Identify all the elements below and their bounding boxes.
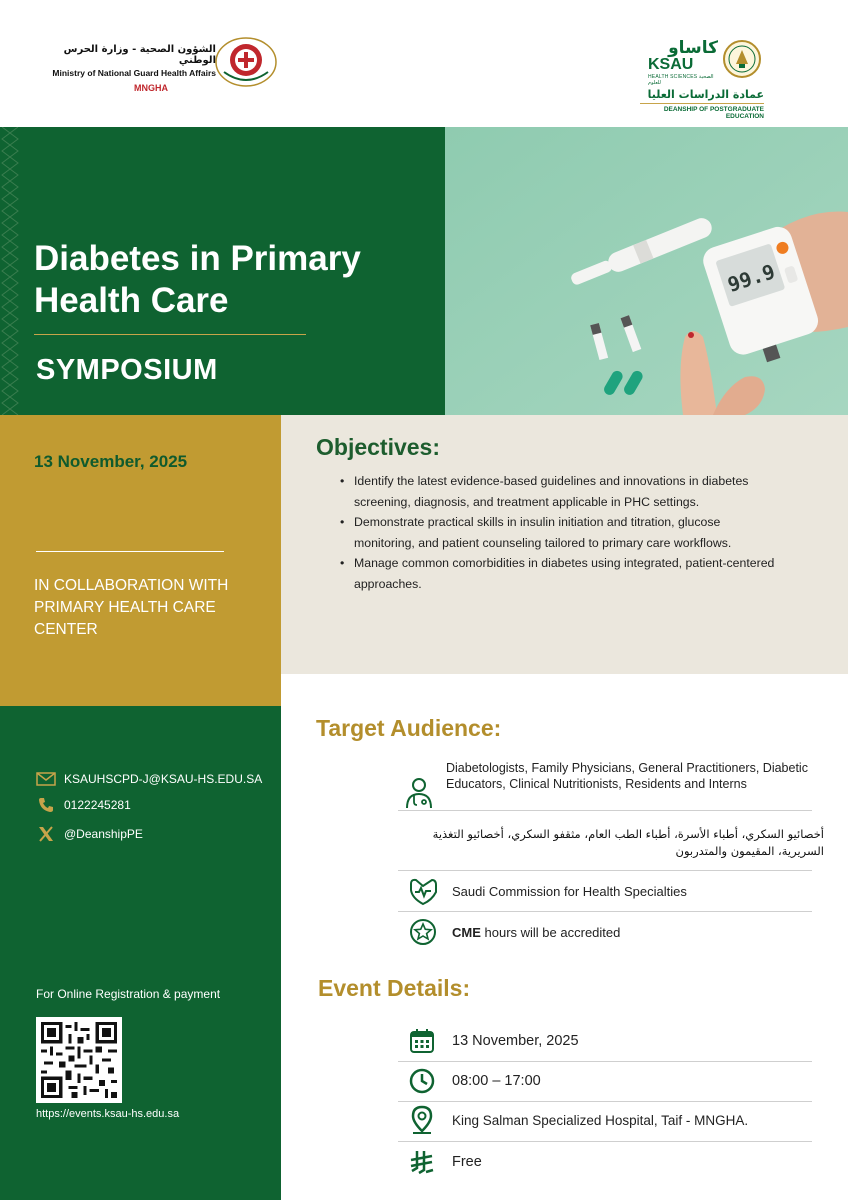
mngha-arabic-name: الشؤون الصحية - وزارة الحرس الوطني xyxy=(63,44,216,66)
qr-code-icon xyxy=(41,1022,117,1098)
calendar-icon xyxy=(408,1027,436,1055)
ksau-emblem-icon xyxy=(722,38,762,80)
heartbeat-hand-icon xyxy=(408,876,438,906)
deanship-rule xyxy=(640,103,764,104)
event-time-row xyxy=(408,1067,541,1095)
row-divider xyxy=(398,870,812,871)
event-fee-row xyxy=(408,1148,482,1176)
clock-icon xyxy=(408,1067,436,1095)
audience-english: Diabetologists, Family Physicians, General Practitioners, Diabetic Educators, Clinical Nutritionists, Residents and Interns xyxy=(446,761,808,791)
ksau-wordmark xyxy=(648,38,718,86)
ksau-arabic: كاساو xyxy=(668,38,718,58)
event-date: 13 November, 2025 xyxy=(452,1033,579,1049)
event-time: 08:00 – 17:00 xyxy=(452,1073,541,1089)
cme-row xyxy=(408,917,620,947)
mngha-abbr: MNGHA xyxy=(134,83,168,93)
row-divider xyxy=(398,1101,812,1102)
event-details-heading: Event Details: xyxy=(318,975,471,1001)
glucose-meter-illustration xyxy=(445,127,848,415)
cme-text xyxy=(452,925,620,940)
registration-url[interactable]: https://events.ksau-hs.edu.sa xyxy=(36,1108,180,1120)
date-divider xyxy=(36,551,224,552)
meter-reading: 99.9 xyxy=(724,259,778,297)
deanship-arabic: عمادة الدراسات العليا xyxy=(647,88,764,101)
objectives-heading: Objectives: xyxy=(316,434,440,460)
target-audience-heading: Target Audience: xyxy=(316,715,502,741)
event-date-summary: 13 November, 2025 xyxy=(34,452,188,471)
registration-label: For Online Registration & payment xyxy=(36,987,221,1001)
hero-photo xyxy=(445,127,848,415)
riyal-symbol-icon xyxy=(408,1148,436,1176)
objective-item: • Manage common comorbidities in diabetes using integrated, patient-centered approaches. xyxy=(336,553,776,594)
doctor-icon xyxy=(402,776,436,810)
accreditation-row xyxy=(408,876,687,906)
objective-item: • Identify the latest evidence-based guidelines and innovations in diabetes screening, diagnosis, and treatment applicable in PHC settings. xyxy=(336,471,776,512)
ksau-sub: HEALTH SCIENCES الصحية للعلوم xyxy=(648,74,714,86)
row-divider xyxy=(398,810,812,811)
location-pin-icon xyxy=(408,1106,436,1134)
mngha-english-name: Ministry of National Guard Health Affairs xyxy=(52,68,216,78)
registration-qr-code[interactable] xyxy=(36,1017,122,1103)
title-divider xyxy=(34,334,306,335)
ksau-english: KSAU xyxy=(648,56,694,73)
phone-contact[interactable] xyxy=(36,796,131,814)
event-location: King Salman Specialized Hospital, Taif - MNGHA. xyxy=(452,1112,749,1128)
deanship-english: DEANSHIP OF POSTGRADUATE EDUCATION xyxy=(663,106,764,120)
row-divider xyxy=(398,911,812,912)
x-contact[interactable] xyxy=(36,825,143,843)
deanship-label xyxy=(640,88,764,120)
email-text[interactable]: KSAUHSCPD-J@KSAU-HS.EDU.SA xyxy=(64,772,263,786)
email-contact[interactable] xyxy=(36,770,262,788)
phone-icon xyxy=(36,796,56,814)
mngha-logo-text xyxy=(36,44,216,93)
row-divider xyxy=(398,1061,812,1062)
cme-label: CME xyxy=(452,924,481,940)
x-logo-icon xyxy=(36,825,56,843)
event-fee: Free xyxy=(452,1154,482,1170)
objectives-list xyxy=(336,471,776,594)
mngha-emblem-icon xyxy=(214,36,278,88)
page-title: Diabetes in Primary Health Care xyxy=(34,239,361,320)
audience-arabic: أخصائيو السكري، أطباء الأسرة، أطباء الطب العام، مثقفو السكري، أخصائيو التغذية السريرية، المقيمون والمتدربون xyxy=(432,827,824,858)
x-handle-text[interactable]: @DeanshipPE xyxy=(64,827,143,841)
mail-icon xyxy=(36,770,56,788)
star-badge-icon xyxy=(408,917,438,947)
row-divider xyxy=(398,1141,812,1142)
event-location-row xyxy=(408,1106,748,1134)
objective-item: • Demonstrate practical skills in insulin initiation and titration, glucose monitoring, and patient counseling tailored to primary care workflows. xyxy=(336,512,776,553)
hero-border-pattern xyxy=(0,127,20,415)
phone-text[interactable]: 0122245281 xyxy=(64,798,131,812)
accreditation-body: Saudi Commission for Health Specialties xyxy=(452,883,687,899)
page-subtitle: SYMPOSIUM xyxy=(36,354,218,386)
collaboration-text: IN COLLABORATION WITH PRIMARY HEALTH CARE CENTER xyxy=(34,577,229,638)
cme-rest: hours will be accredited xyxy=(484,924,621,940)
event-date-row xyxy=(408,1027,579,1055)
